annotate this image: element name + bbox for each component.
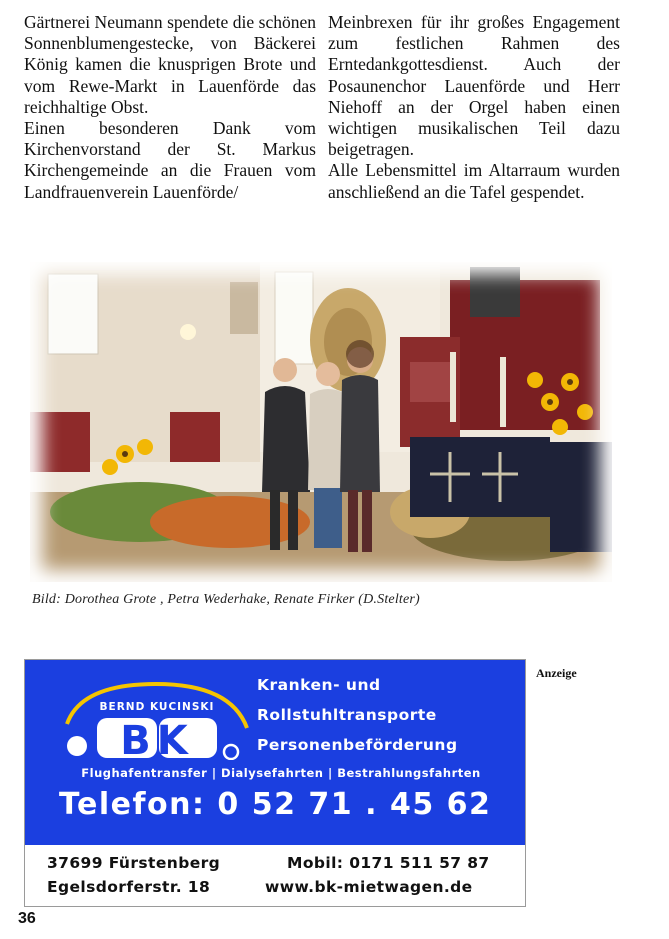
ad-label: Anzeige (536, 666, 577, 680)
logo-letters: BK (120, 718, 194, 760)
ad-service-line: Personenbeförderung (257, 736, 458, 754)
article-paragraph: Gärtnerei Neumann spendete die schönen Sonnenblumengestecke, von Bäckerei König kamen die knusprigen Brote und vom Rewe-Markt in Lauenförde das reichhaltige Obst. (24, 12, 316, 117)
ad-address-street: Egelsdorferstr. 18 (47, 878, 211, 896)
ad-blue-panel (25, 660, 525, 845)
article-paragraph: Meinbrexen für ihr großes Engagement zum festlichen Rahmen des Erntedankgottesdienst. Auch der Posaunenchor Lauenförde und Herr Niehoff an der Orgel haben einen wichtigen musikalischen Teil dazu beigetragen. (328, 12, 620, 160)
logo-arc-text: BERND KUCINSKI (99, 701, 215, 713)
article-right-column (328, 12, 620, 203)
ad-address-city: 37699 Fürstenberg (47, 854, 221, 872)
ad-services-list: Flughafentransfer | Dialysefahrten | Bestrahlungsfahrten (81, 766, 481, 780)
article-left-column (24, 12, 316, 203)
photo-caption: Bild: Dorothea Grote , Petra Wederhake, Renate Firker (D.Stelter) (32, 592, 420, 607)
advertisement (24, 659, 526, 907)
ad-service-line: Rollstuhltransporte (257, 706, 437, 724)
ad-phone: Telefon: 0 52 71 . 45 62 (59, 787, 492, 822)
harvest-festival-photo (30, 262, 612, 582)
ad-service-line: Kranken- und (257, 676, 381, 694)
page-number: 36 (18, 910, 36, 927)
photo-illustration (30, 262, 612, 582)
article-paragraph: Einen besonderen Dank vom Kirchenvorstand der St. Markus Kirchengemeinde an die Frauen vom Landfrauenverein Lauenförde/ (24, 118, 316, 202)
ad-website: www.bk-mietwagen.de (265, 878, 473, 896)
bk-logo (61, 678, 251, 760)
ad-mobile: Mobil: 0171 511 57 87 (287, 854, 490, 872)
article-paragraph: Alle Lebensmittel im Altarraum wurden anschließend an die Tafel gespendet. (328, 160, 620, 202)
